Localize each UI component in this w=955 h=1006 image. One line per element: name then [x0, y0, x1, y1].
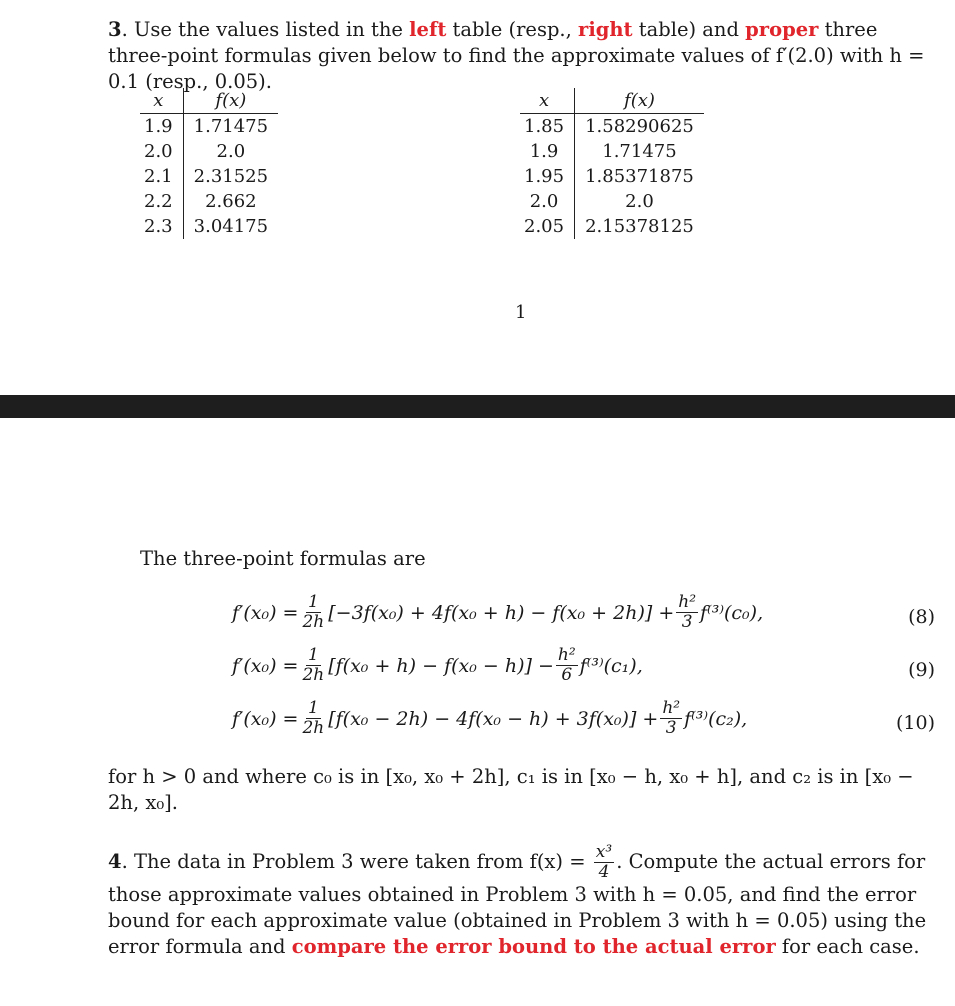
table-header-row [140, 88, 278, 114]
problem-3-number: 3 [108, 18, 122, 41]
column-header-x: x [140, 88, 183, 114]
right-table [520, 88, 704, 239]
problem-4-text: 4. The data in Problem 3 were taken from f(x) = $\frac{\text{x³}}{4}$ . Compute the actual errors for those approximate values obtained in Problem 3 with h = 0.05, and find the error bound for each approximate value (obtained in Problem 3 with h = 0.05) using the error formula and compare the error bound to the actual error for each case. [108, 842, 927, 958]
equation-number-9: (9) [908, 659, 935, 681]
table-row: 1.9 1.71475 [140, 114, 278, 140]
coefficient-fraction: $\frac{1}{2h}$ [302, 645, 325, 685]
equation-number-8: (8) [908, 606, 935, 628]
formula-9: f′(x₀) = $\frac{1}{2h}$ [f(x₀ + h) − f(x₀ − h)] − $\frac{\text{h²}}{6}$ f⁽³⁾(c₁), [232, 645, 643, 685]
left-table [140, 88, 278, 239]
table-row: 1.95 1.85371875 [520, 164, 704, 189]
problem-4-number: 4 [108, 850, 122, 873]
coefficient-fraction: $\frac{1}{2h}$ [302, 698, 325, 738]
table-row: 2.2 2.662 [140, 189, 278, 214]
formulas-conditions: for h > 0 and where c₀ is in [x₀, x₀ + 2h], c₁ is in [x₀ − h, x₀ + h], and c₂ is in [x₀ − 2h, x₀]. [108, 765, 914, 814]
column-header-x: x [520, 88, 575, 114]
coefficient-fraction: $\frac{1}{2h}$ [302, 592, 325, 632]
formula-8: f′(x₀) = $\frac{1}{2h}$ [−3f(x₀) + 4f(x₀ + h) − f(x₀ + 2h)] + $\frac{\text{h²}}{3}$ f⁽³⁾(c₀), [232, 592, 764, 632]
formula-10: f′(x₀) = $\frac{1}{2h}$ [f(x₀ − 2h) − 4f(x₀ − h) + 3f(x₀)] + $\frac{\text{h²}}{3}$ f⁽³⁾(c₂), [232, 698, 748, 738]
table-row: 2.3 3.04175 [140, 214, 278, 239]
table-row: 2.0 2.0 [520, 189, 704, 214]
error-fraction: $\frac{\text{h²}}{6}$ [557, 645, 576, 685]
formulas-intro: The three-point formulas are [140, 547, 426, 570]
highlight-right: right [578, 18, 633, 41]
table-header-row [520, 88, 704, 114]
table-row: 2.1 2.31525 [140, 164, 278, 189]
error-fraction: $\frac{\text{h²}}{3}$ [662, 698, 681, 738]
page-number: 1 [515, 302, 527, 323]
table-row: 2.0 2.0 [140, 139, 278, 164]
table-row: 1.85 1.58290625 [520, 114, 704, 140]
problem-3-text: 3. Use the values listed in the left table (resp., right table) and proper three three-point formulas given below to find the approximate values of f′(2.0) with h = 0.1 (resp., 0.05). [108, 18, 925, 93]
highlight-proper: proper [745, 18, 819, 41]
table-row: 1.9 1.71475 [520, 139, 704, 164]
error-fraction: $\frac{\text{h²}}{3}$ [678, 592, 697, 632]
equation-number-10: (10) [895, 712, 935, 734]
function-fraction: $\frac{\text{x³}}{4}$ [595, 842, 613, 882]
page-divider [0, 395, 955, 418]
highlight-compare: compare the error bound to the actual error [291, 935, 776, 958]
highlight-left: left [409, 18, 447, 41]
table-row: 2.05 2.15378125 [520, 214, 704, 239]
column-header-fx: f(x) [183, 88, 278, 114]
column-header-fx: f(x) [575, 88, 704, 114]
